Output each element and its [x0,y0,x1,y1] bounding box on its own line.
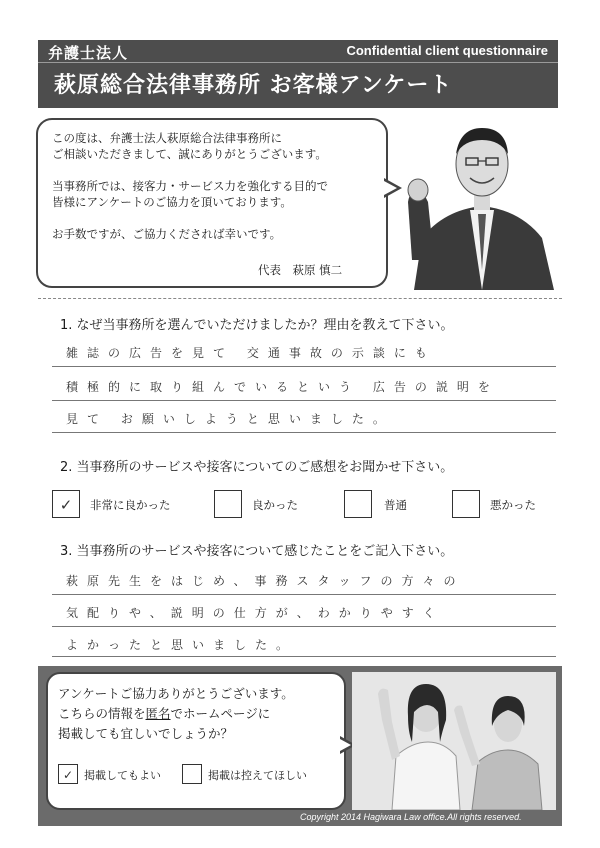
q3-answer-line-3: よかったと思いました。 [66,638,298,652]
question-3-title: 3. 当事務所のサービスや接客について感じたことをご記入下さい。 [60,544,454,559]
consent-label-no: 掲載は控えてほしい [208,769,307,782]
greeting-line-5: お手数ですが、ご協力くだされば幸いです。 [52,227,282,241]
question-1-title: 1. なぜ当事務所を選んでいただけましたか？理由を教えて下さい。 [60,318,454,333]
consent-label-yes: 掲載してもよい [84,769,161,782]
copyright-text: Copyright 2014 Hagiwara Law office.All rights reserved. [300,812,522,822]
anonymous-emphasis: 匿名 [145,706,171,721]
q2-label-good: 良かった [252,498,298,512]
staff-photo [352,672,556,810]
greeting-line-1: この度は、弁護士法人萩原総合法律事務所に [52,131,282,145]
section-divider [38,298,562,299]
q3-answer-line-2: 気配りや、説明の仕方が、わかりやすく [66,606,444,620]
consent-line-2: こちらの情報を匿名でホームページに [58,706,271,721]
q2-checkbox-very-good[interactable]: ✓ [52,490,80,518]
q2-label-normal: 普通 [384,498,407,512]
question-2-title: 2. 当事務所のサービスや接客についてのご感想をお聞かせ下さい。 [60,460,454,475]
consent-line-3: 掲載しても宜しいでしょうか？ [58,726,234,741]
q2-checkbox-good[interactable] [214,490,242,518]
greeting-signature: 代表 萩原 慎二 [258,263,343,277]
consent-line-1: アンケートご協力ありがとうございます。 [58,686,294,701]
greeting-line-4: 皆様にアンケートのご協力を頂いております。 [52,195,292,209]
consent-checkbox-yes[interactable]: ✓ [58,764,78,784]
q1-answer-line-1: 雑誌の広告を見て 交通事故の示談にも [66,346,436,360]
q2-checkbox-bad[interactable] [452,490,480,518]
q1-answer-line-3: 見て お願いしようと思いました。 [66,412,394,426]
page-title: 萩原総合法律事務所 お客様アンケート [54,73,453,98]
header-english-title: Confidential client questionnaire [346,43,548,58]
header-subtitle: 弁護士法人 [48,44,129,62]
q2-label-bad: 悪かった [490,498,536,512]
q1-answer-line-2: 積極的に取り組んでいるという 広告の説明を [66,380,499,394]
q2-label-very-good: 非常に良かった [90,498,171,512]
q3-answer-line-1: 萩原先生をはじめ、事務スタッフの方々の [66,574,465,588]
consent-checkbox-no[interactable] [182,764,202,784]
q2-checkbox-normal[interactable] [344,490,372,518]
greeting-line-3: 当事務所では、接客力・サービス力を強化する目的で [52,179,328,193]
greeting-line-2: ご相談いただきまして、誠にありがとうございます。 [52,147,327,161]
representative-photo [404,110,560,290]
